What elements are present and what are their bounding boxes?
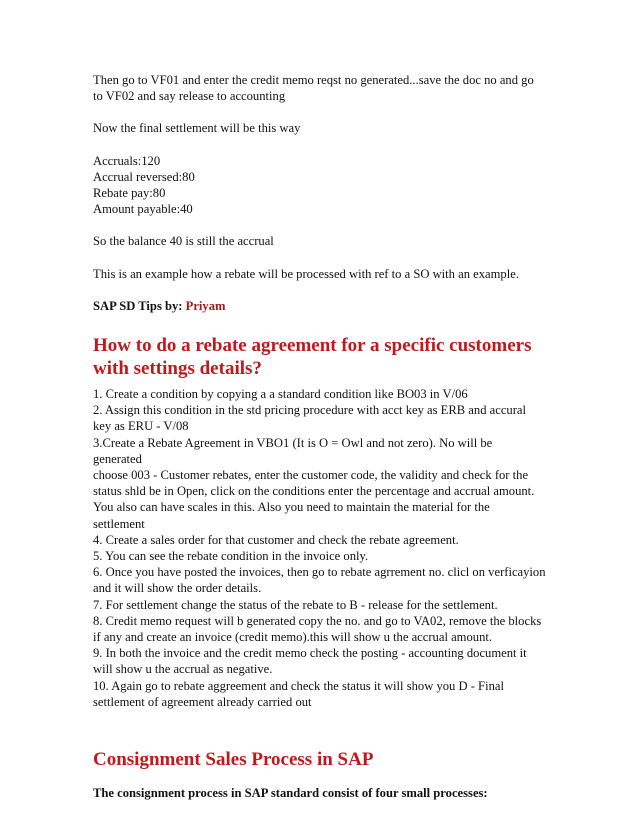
consignment-lead: The consignment process in SAP standard consist of four small processes:: [93, 786, 488, 801]
rebate-step: 2. Assign this condition in the std pricing procedure with acct key as ERB and accural key as ERU - V/08: [93, 403, 526, 434]
rebate-steps-list: [93, 386, 553, 710]
rebate-step: 3.Create a Rebate Agreement in VBO1 (It is O = Owl and not zero). No will be generated choose 003 - Customer rebates, enter the customer code, the validity and check for the status shld be in Open, click on the conditions enter the percentage and accrual amount. You also can have scales in this. Also you need to maintain the material for the settlement: [93, 435, 535, 531]
rebate-step: 1. Create a condition by copying a a standard condition like BO03 in V/06: [93, 387, 468, 402]
figure-accrual-reversed: Accrual reversed:80: [93, 169, 195, 184]
tips-credit: [93, 298, 553, 314]
figure-rebate-pay: Rebate pay:80: [93, 186, 166, 201]
document-page: [93, 72, 553, 801]
rebate-step: 8. Credit memo request will b generated copy the no. and go to VA02, remove the blocks if any and create an invoice (credit memo).this will show u the accrual amount.: [93, 613, 542, 645]
tips-author: Priyam: [185, 298, 226, 313]
rebate-step: 6. Once you have posted the invoices, then go to rebate agrrement no. clicl on verficayion and it will show the order details.: [93, 565, 546, 596]
tips-label: SAP SD Tips by:: [93, 298, 186, 313]
section-heading-consignment: Consignment Sales Process in SAP: [93, 749, 374, 771]
intro-paragraph-balance: So the balance 40 is still the accrual: [93, 234, 274, 249]
rebate-step: 5. You can see the rebate condition in the invoice only.: [93, 549, 369, 564]
rebate-step: 10. Again go to rebate aggreement and check the status it will show you D - Final settlement of agreement already carried out: [93, 678, 504, 709]
intro-paragraph-vf01: Then go to VF01 and enter the credit memo reqst no generated...save the doc no and go to VF02 and say release to accounting: [93, 73, 534, 104]
rebate-step: 9. In both the invoice and the credit memo check the posting - accounting document it will show u the accrual as negative.: [93, 646, 527, 677]
section-heading-rebate-agreement: How to do a rebate agreement for a specific customers with settings details?: [93, 335, 532, 380]
figure-accruals: Accruals:120: [93, 153, 161, 168]
rebate-step: 4. Create a sales order for that customer and check the rebate agreement.: [93, 532, 459, 547]
rebate-step: 7. For settlement change the status of the rebate to B - release for the settlement.: [93, 597, 498, 612]
settlement-figures: [93, 153, 553, 218]
intro-paragraph-settlement: Now the final settlement will be this way: [93, 121, 301, 136]
intro-paragraph-example: This is an example how a rebate will be processed with ref to a SO with an example.: [93, 266, 519, 281]
figure-amount-payable: Amount payable:40: [93, 202, 193, 217]
